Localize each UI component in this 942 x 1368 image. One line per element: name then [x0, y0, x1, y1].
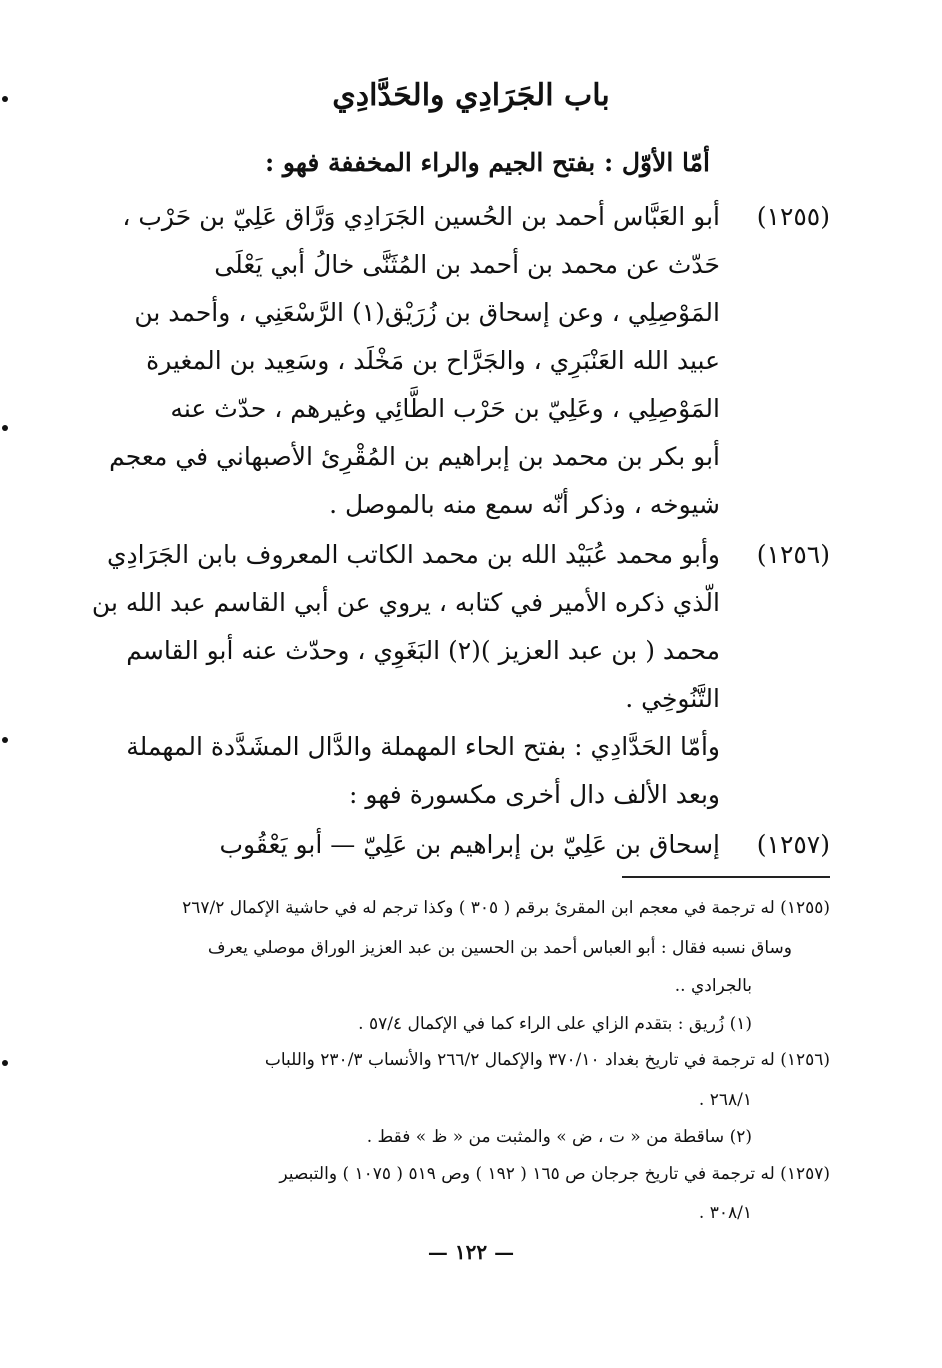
entry-1255-line: عبيد الله العَنْبَرِي ، والجَرَّاح بن مَخْلَد ، وسَعِيد بن المغيرة: [146, 346, 720, 375]
entry-1256-line: وأبو محمد عُبَيْد الله بن محمد الكاتب المعروف بابن الجَرَادِي: [106, 540, 720, 569]
page-number: — ١٢٢ —: [427, 1240, 515, 1264]
entry-1255-line: أبو العَبَّاس أحمد بن الحُسين الجَرَادِي وَرَّاق عَلِيّ بن حَرْب ،: [122, 202, 720, 231]
binding-hole-mark: [2, 737, 8, 743]
section-intro: أمّا الأوّل : بفتح الجيم والراء المخففة فهو :: [264, 148, 710, 177]
footnote-line: وساق نسبه فقال : أبو العباس أحمد بن الحسين بن عبد العزيز الوراق موصلي يعرف: [207, 938, 792, 958]
entry-number-1256: (١٢٥٦): [756, 540, 830, 569]
binding-hole-mark: [2, 425, 8, 431]
footnote-line: بالجرادي ..: [674, 976, 752, 996]
entry-1256-line: الّذي ذكره الأمير في كتابه ، يروي عن أبي القاسم عبد الله بن: [91, 588, 720, 617]
entry-number-1257: (١٢٥٧): [756, 830, 830, 859]
footnote-line: (٢) ساقطة من « ت ، ض » والمثبت من « ظ » فقط .: [366, 1127, 752, 1147]
entry-1255-line: حَدّث عن محمد بن أحمد بن المُثَنَّى خالُ أبي يَعْلَى: [214, 250, 720, 279]
entry-1255-line: شيوخه ، وذكر أنّه سمع منه بالموصل .: [329, 490, 720, 519]
footnote-line: (١٢٥٥) له ترجمة في معجم ابن المقرئ برقم ( ٣٠٥ ) وكذا ترجم له في حاشية الإكمال ٢٦٧/٢: [182, 898, 830, 918]
page-title: باب الجَرَادِي والحَدَّادِي: [332, 78, 610, 113]
section-two-intro: وأمّا الحَدَّادِي : بفتح الحاء المهملة والدَّال المشَدَّدة المهملة: [126, 732, 720, 761]
footnote-line: (١٢٥٦) له ترجمة في تاريخ بغداد ٣٧٠/١٠ والإكمال ٢٦٦/٢ والأنساب ٢٣٠/٣ واللباب: [264, 1050, 830, 1070]
footnote-line: ٣٠٨/١ .: [698, 1203, 752, 1223]
footnote-line: (١) زُريق : بتقدم الزاي على الراء كما في الإكمال ٥٧/٤ .: [358, 1014, 752, 1034]
entry-1255-line: المَوْصِلِي ، وعَلِيّ بن حَرْب الطَّائِي وغيرهم ، حدّث عنه: [170, 394, 720, 423]
binding-hole-mark: [2, 1060, 8, 1066]
footnote-separator: [622, 876, 830, 878]
entry-1256-line: التَّنُوخِي .: [625, 684, 720, 713]
entry-number-1255: (١٢٥٥): [756, 202, 830, 231]
section-two-intro: وبعد الألف دال أخرى مكسورة فهو :: [349, 780, 720, 809]
footnote-line: (١٢٥٧) له ترجمة في تاريخ جرجان ص ١٦٥ ( ١٩٢ ) وص ٥١٩ ( ١٠٧٥ ) والتبصير: [279, 1164, 830, 1184]
entry-1256-line: محمد ( بن عبد العزيز )(٢) البَغَوِي ، وحدّث عنه أبو القاسم: [126, 636, 720, 665]
entry-1255-line: المَوْصِلِي ، وعن إسحاق بن زُرَيْق(١) الرَّسْعَنِي ، وأحمد بن: [134, 298, 720, 327]
entry-1255-line: أبو بكر بن محمد بن إبراهيم بن المُقْرِئ الأصبهاني في معجم: [109, 442, 720, 471]
entry-1257-line: إسحاق بن عَلِيّ بن إبراهيم بن عَلِيّ — أبو يَعْقُوب: [219, 830, 720, 859]
footnote-line: ٢٦٨/١ .: [698, 1090, 752, 1110]
